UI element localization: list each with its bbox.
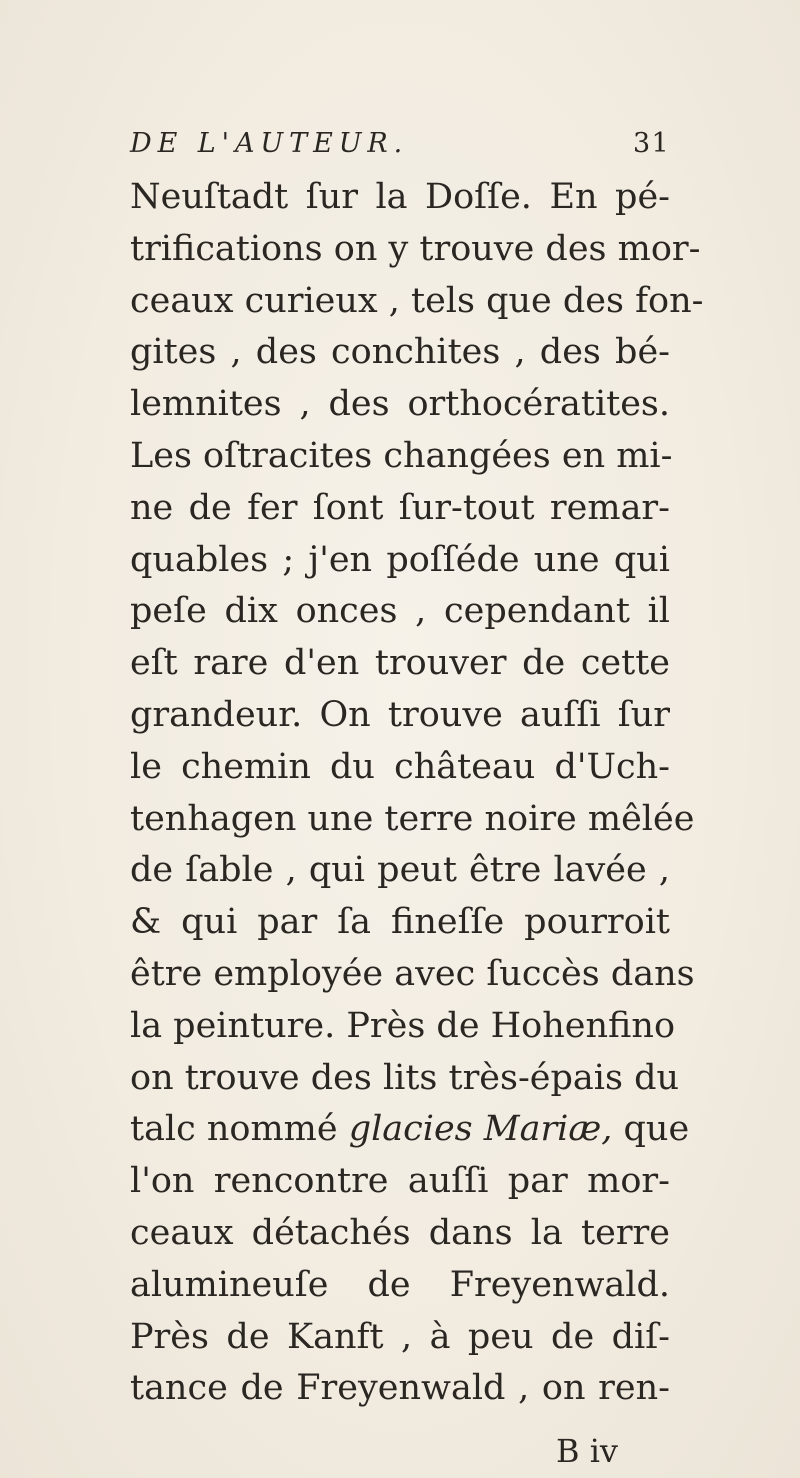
text-line: Près de Kanft , à peu de diſ- (130, 1316, 670, 1357)
body-text (130, 172, 704, 1415)
text-line: trifications on y trouve des mor- (130, 228, 701, 269)
text-line: tance de Freyenwald , on ren- (130, 1368, 670, 1409)
text-line: la peinture. Près de Hohenfino (130, 1005, 676, 1046)
text-line: eſt rare d'en trouver de cette (130, 643, 670, 684)
text-line: lemnites , des orthocératites. (130, 384, 670, 425)
text-line: l'on rencontre auſſi par mor- (130, 1161, 670, 1202)
text-line: Les oſtracites changées en mi- (130, 435, 673, 476)
text-segment: que (612, 1109, 690, 1150)
text-line: grandeur. On trouve auſſi ſur (130, 694, 670, 735)
text-line: être employée avec ſuccès dans (130, 953, 695, 994)
running-header (130, 128, 670, 172)
text-line: de ſable , qui peut être lavée , (130, 850, 670, 891)
text-line: le chemin du château d'Uch- (130, 746, 670, 787)
text-line: alumineuſe de Freyenwald. (130, 1264, 670, 1305)
text-line: ceaux détachés dans la terre (130, 1212, 670, 1253)
text-segment: talc nommé (130, 1109, 349, 1150)
text-line: ne de fer ſont ſur-tout remar- (130, 487, 670, 528)
page-number: 31 (632, 128, 670, 159)
text-line: Neuſtadt ſur la Doſſe. En pé- (130, 177, 670, 217)
latin-term: glacies Mariæ, (348, 1109, 613, 1150)
text-line: quables ; j'en poſſéde une qui (130, 539, 670, 580)
header-title: DE L'AUTEUR. (130, 128, 409, 159)
text-line: tenhagen une terre noire mêlée (130, 798, 695, 839)
text-line: on trouve des lits très-épais du (130, 1057, 680, 1098)
text-line: ceaux curieux , tels que des fon- (130, 280, 704, 321)
signature-mark: B iv (556, 1432, 618, 1470)
text-line: & qui par ſa fineſſe pourroit (130, 902, 670, 943)
text-line: gites , des conchites , des bé- (130, 332, 670, 373)
text-line: peſe dix onces , cependant il (130, 591, 670, 632)
text-line-italic-phrase (130, 1104, 690, 1156)
